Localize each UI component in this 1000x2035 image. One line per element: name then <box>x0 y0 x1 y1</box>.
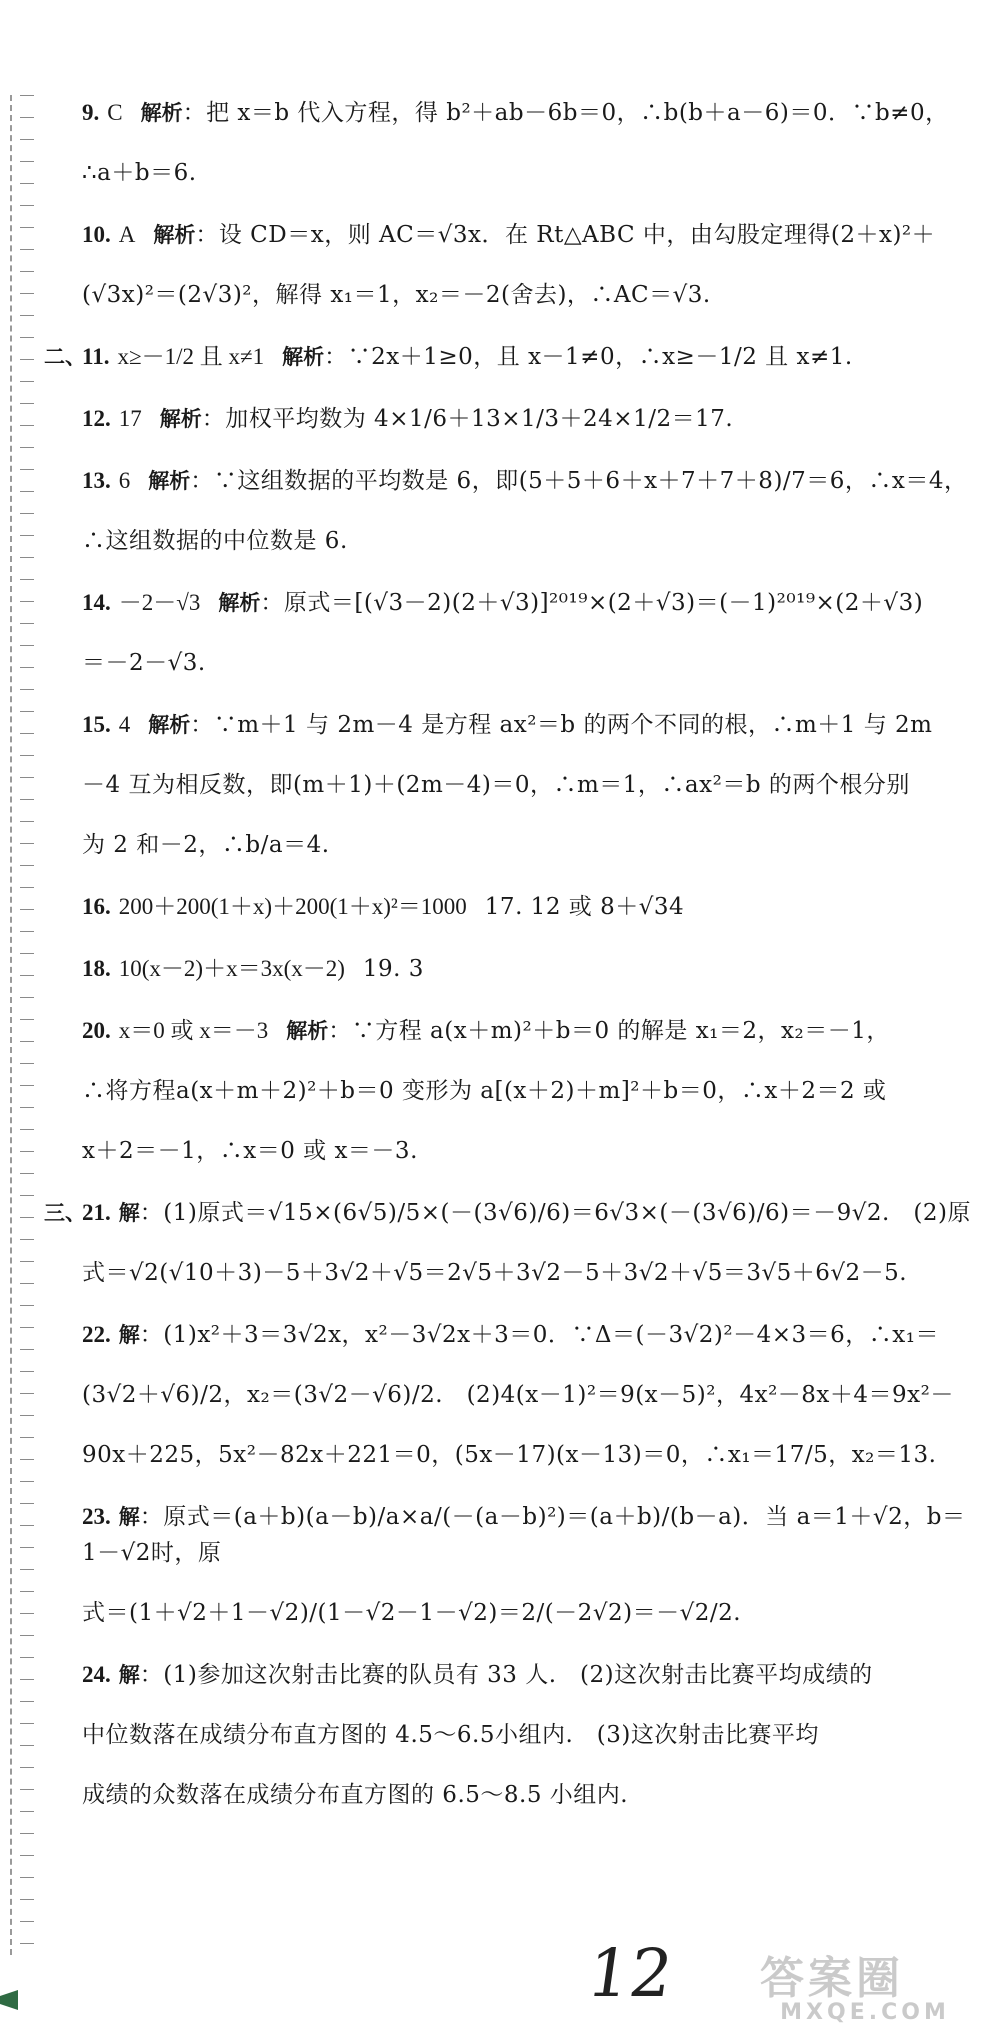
binding-tick <box>20 1173 34 1174</box>
binding-tick <box>20 1855 34 1856</box>
binding-tick <box>20 1327 34 1328</box>
explanation-text: ：(1)原式＝√15×(6√5)/5×(－(3√6)/6)＝6√3×(－(3√6)/6)＝－9√2. (2)原 <box>139 1200 971 1226</box>
binding-tick <box>20 579 34 580</box>
answer-item <box>82 951 972 987</box>
question-number: 13. <box>82 468 111 493</box>
explanation-text: 中位数落在成绩分布直方图的 4.5～6.5小组内. (3)这次射击比赛平均 <box>82 1722 819 1748</box>
binding-tick <box>20 975 34 976</box>
binding-tick <box>20 645 34 646</box>
binding-tick <box>20 821 34 822</box>
answer-line <box>82 645 972 681</box>
binding-tick <box>20 1547 34 1548</box>
binding-tick <box>20 139 34 140</box>
explanation-text: ∴这组数据的中位数是 6. <box>82 528 348 554</box>
answer-line <box>82 339 972 375</box>
binding-tick <box>20 557 34 558</box>
binding-tick <box>20 1437 34 1438</box>
analysis-keyword: 解 <box>118 1663 140 1687</box>
binding-tick <box>20 1789 34 1790</box>
binding-tick <box>20 227 34 228</box>
watermark-url: MXQE.COM <box>780 2000 950 2025</box>
binding-tick <box>20 491 34 492</box>
binding-tick <box>20 535 34 536</box>
binding-tick <box>20 1481 34 1482</box>
answer-item <box>82 95 972 191</box>
analysis-keyword: 解析 <box>148 713 191 737</box>
analysis-keyword: 解 <box>118 1505 140 1529</box>
binding-tick <box>20 909 34 910</box>
answer-item <box>44 1195 972 1291</box>
binding-tick <box>20 1283 34 1284</box>
binding-tick <box>20 1921 34 1922</box>
answer-item <box>82 1013 972 1169</box>
binding-tick <box>20 1943 34 1944</box>
binding-tick <box>20 1371 34 1372</box>
explanation-text: ：∵方程 a(x＋m)²＋b＝0 的解是 x₁＝2，x₂＝－1， <box>328 1018 890 1044</box>
analysis-keyword: 解析 <box>148 469 191 493</box>
binding-tick <box>20 1723 34 1724</box>
answer-value: 4 <box>118 712 131 737</box>
answer-value: 200＋200(1＋x)＋200(1＋x)²＝1000 <box>118 894 467 919</box>
explanation-text: 式＝(1＋√2＋1－√2)/(1－√2－1－√2)＝2/(－2√2)＝－√2/2. <box>82 1600 742 1626</box>
answer-item <box>82 889 972 925</box>
page-number-handwritten: 12 <box>582 1935 678 2012</box>
question-number: 9. <box>82 100 100 125</box>
binding-margin <box>10 95 42 1955</box>
explanation-text: ：∵这组数据的平均数是 6，即(5＋5＋6＋x＋7＋7＋8)/7＝6，∴x＝4， <box>190 468 968 494</box>
explanation-text: 成绩的众数落在成绩分布直方图的 6.5～8.5 小组内. <box>82 1782 629 1808</box>
answer-line <box>82 1717 972 1753</box>
binding-tick <box>20 1503 34 1504</box>
binding-tick <box>20 337 34 338</box>
binding-tick <box>20 777 34 778</box>
answer-value: x＝0 或 x＝－3 <box>118 1018 269 1043</box>
binding-tick <box>20 1745 34 1746</box>
binding-tick <box>20 733 34 734</box>
analysis-keyword: 解 <box>118 1323 140 1347</box>
explanation-text: (3√2＋√6)/2，x₂＝(3√2－√6)/2. (2)4(x－1)²＝9(x－5)²，4x²－8x＋4＝9x²－ <box>82 1382 954 1408</box>
binding-tick <box>20 799 34 800</box>
answer-item <box>82 1499 972 1631</box>
answer-value: －2－√3 <box>118 590 201 615</box>
binding-tick <box>20 205 34 206</box>
answer-line <box>82 1133 972 1169</box>
answer-line <box>82 1777 972 1813</box>
answer-value: x≥－1/2 且 x≠1 <box>117 344 265 369</box>
explanation-text: (√3x)²＝(2√3)²，解得 x₁＝1，x₂＝－2(舍去)，∴AC＝√3. <box>82 282 711 308</box>
answer-item <box>82 585 972 681</box>
explanation-text: x＋2＝－1，∴x＝0 或 x＝－3. <box>82 1138 418 1164</box>
analysis-keyword: 解析 <box>140 101 183 125</box>
binding-tick <box>20 1877 34 1878</box>
question-number: 20. <box>82 1018 111 1043</box>
explanation-text: ：设 CD＝x，则 AC＝√3x．在 Rt△ABC 中，由勾股定理得(2＋x)²＋ <box>195 222 936 248</box>
answer-line <box>82 951 972 987</box>
analysis-keyword: 解析 <box>286 1019 329 1043</box>
binding-tick <box>20 865 34 866</box>
answer-line <box>82 155 972 191</box>
explanation-text: 式＝√2(√10＋3)－5＋3√2＋√5＝2√5＋3√2－5＋3√2＋√5＝3√5＋6√2－5. <box>82 1260 908 1286</box>
answer-line <box>82 463 972 499</box>
binding-tick <box>20 271 34 272</box>
binding-tick <box>20 1459 34 1460</box>
binding-tick <box>20 469 34 470</box>
binding-tick <box>20 1679 34 1680</box>
binding-tick <box>20 1657 34 1658</box>
binding-tick <box>20 711 34 712</box>
answer-line <box>82 401 972 437</box>
binding-tick <box>20 293 34 294</box>
answer-value: C <box>107 100 123 125</box>
answer-line <box>82 1255 972 1291</box>
binding-tick <box>20 1415 34 1416</box>
answer-line <box>82 767 972 803</box>
binding-tick <box>20 1349 34 1350</box>
binding-tick <box>20 1591 34 1592</box>
binding-tick <box>20 887 34 888</box>
answer-line <box>82 95 972 131</box>
binding-tick <box>20 403 34 404</box>
binding-tick <box>20 1525 34 1526</box>
question-number: 16. <box>82 894 111 919</box>
answer-line <box>82 1317 972 1353</box>
binding-tick <box>20 1019 34 1020</box>
answer-line <box>82 1437 972 1473</box>
question-number: 11. <box>82 344 110 369</box>
answer-line <box>82 217 972 253</box>
binding-tick <box>20 1195 34 1196</box>
explanation-text: ：(1)x²＋3＝3√2x，x²－3√2x＋3＝0．∵Δ＝(－3√2)²－4×3＝6，∴x₁＝ <box>139 1322 939 1348</box>
binding-tick <box>20 1129 34 1130</box>
explanation-text: －4 互为相反数，即(m＋1)＋(2m－4)＝0，∴m＝1，∴ax²＝b 的两个根分别 <box>82 772 910 798</box>
binding-tick <box>20 513 34 514</box>
question-number: 14. <box>82 590 111 615</box>
binding-tick <box>20 667 34 668</box>
question-number: 10. <box>82 222 111 247</box>
analysis-keyword: 解析 <box>153 223 196 247</box>
explanation-text: ：加权平均数为 4×1/6＋13×1/3＋24×1/2＝17. <box>201 406 734 432</box>
binding-tick <box>20 161 34 162</box>
binding-tick <box>20 953 34 954</box>
analysis-keyword: 解 <box>118 1201 140 1225</box>
answer-value: 17 <box>118 406 142 431</box>
binding-tick <box>20 183 34 184</box>
answer-item <box>82 217 972 313</box>
binding-tick <box>20 117 34 118</box>
binding-tick <box>20 755 34 756</box>
binding-tick <box>20 1217 34 1218</box>
binding-tick <box>20 1305 34 1306</box>
answer-line <box>82 277 972 313</box>
answer-line <box>82 1499 972 1571</box>
watermark-logo <box>760 1953 970 2027</box>
binding-tick <box>20 931 34 932</box>
explanation-text: ：原式＝[(√3－2)(2＋√3)]²⁰¹⁹×(2＋√3)＝(－1)²⁰¹⁹×(2＋√3) <box>260 590 924 616</box>
binding-tick <box>20 623 34 624</box>
explanation-text: ：∵m＋1 与 2m－4 是方程 ax²＝b 的两个不同的根，∴m＋1 与 2m <box>190 712 933 738</box>
binding-tick <box>20 1063 34 1064</box>
question-number: 15. <box>82 712 111 737</box>
question-number: 24. <box>82 1662 111 1687</box>
answer-line <box>82 889 972 925</box>
explanation-text: 19. 3 <box>362 956 424 982</box>
binding-tick <box>20 1151 34 1152</box>
answer-line <box>82 1657 972 1693</box>
answer-content <box>44 95 972 1839</box>
binding-tick <box>20 601 34 602</box>
page-edge-marker <box>0 1990 18 2010</box>
explanation-text: ：(1)参加这次射击比赛的队员有 33 人. (2)这次射击比赛平均成绩的 <box>139 1662 873 1688</box>
explanation-text: ：原式＝(a＋b)(a－b)/a×a/(－(a－b)²)＝(a＋b)/(b－a)．当 a＝1＋√2，b＝1－√2时，原 <box>82 1504 966 1566</box>
answer-line <box>82 1377 972 1413</box>
binding-tick <box>20 1701 34 1702</box>
analysis-keyword: 解析 <box>159 407 202 431</box>
binding-tick <box>20 95 34 96</box>
binding-tick <box>20 689 34 690</box>
answer-item <box>44 339 972 375</box>
binding-tick <box>20 381 34 382</box>
explanation-text: 90x＋225，5x²－82x＋221＝0，(5x－17)(x－13)＝0，∴x₁＝17/5，x₂＝13. <box>82 1442 937 1468</box>
question-number: 18. <box>82 956 111 981</box>
binding-tick <box>20 1261 34 1262</box>
analysis-keyword: 解析 <box>282 345 325 369</box>
binding-tick <box>20 1613 34 1614</box>
answer-item <box>82 1657 972 1813</box>
answer-item <box>82 401 972 437</box>
question-number: 21. <box>82 1200 111 1225</box>
answer-line <box>82 1013 972 1049</box>
binding-tick <box>20 1239 34 1240</box>
answer-value: 6 <box>118 468 131 493</box>
binding-tick <box>20 447 34 448</box>
watermark-text: 答案圈 <box>760 1953 904 2004</box>
answer-line <box>82 523 972 559</box>
answer-line <box>82 827 972 863</box>
answer-line <box>82 585 972 621</box>
explanation-text: ∴a＋b＝6. <box>82 160 197 186</box>
binding-tick <box>20 359 34 360</box>
question-number: 23. <box>82 1504 111 1529</box>
section-marker: 三、 <box>44 1201 86 1225</box>
answer-item <box>82 1317 972 1473</box>
binding-tick <box>20 1767 34 1768</box>
analysis-keyword: 解析 <box>218 591 261 615</box>
binding-tick <box>20 997 34 998</box>
answer-line <box>82 1195 972 1231</box>
answer-item <box>82 463 972 559</box>
binding-tick <box>20 425 34 426</box>
binding-tick <box>20 1393 34 1394</box>
explanation-text: ＝－2－√3. <box>82 650 206 676</box>
answer-line <box>82 707 972 743</box>
answer-value: 10(x－2)＋x＝3x(x－2) <box>118 956 345 981</box>
binding-tick <box>20 1811 34 1812</box>
binding-tick <box>20 249 34 250</box>
binding-tick <box>20 1899 34 1900</box>
explanation-text: ：把 x＝b 代入方程，得 b²＋ab－6b＝0，∴b(b＋a－6)＝0．∵b≠0， <box>182 100 949 126</box>
binding-tick <box>20 1107 34 1108</box>
binding-tick <box>20 1041 34 1042</box>
binding-tick <box>20 1085 34 1086</box>
explanation-text: ：∵2x＋1≥0，且 x－1≠0，∴x≥－1/2 且 x≠1. <box>324 344 853 370</box>
explanation-text: 17. 12 或 8＋√34 <box>484 894 685 920</box>
answer-line <box>82 1595 972 1631</box>
binding-tick <box>20 1635 34 1636</box>
binding-tick <box>20 1569 34 1570</box>
answer-line <box>82 1073 972 1109</box>
binding-tick <box>20 315 34 316</box>
answer-item <box>82 707 972 863</box>
question-number: 22. <box>82 1322 111 1347</box>
question-number: 12. <box>82 406 111 431</box>
explanation-text: 为 2 和－2，∴b/a＝4. <box>82 832 330 858</box>
answer-value: A <box>118 222 136 247</box>
explanation-text: ∴将方程a(x＋m＋2)²＋b＝0 变形为 a[(x＋2)＋m]²＋b＝0，∴x＋2＝2 或 <box>82 1078 887 1104</box>
section-marker: 二、 <box>44 345 86 369</box>
binding-tick <box>20 843 34 844</box>
binding-tick <box>20 1833 34 1834</box>
